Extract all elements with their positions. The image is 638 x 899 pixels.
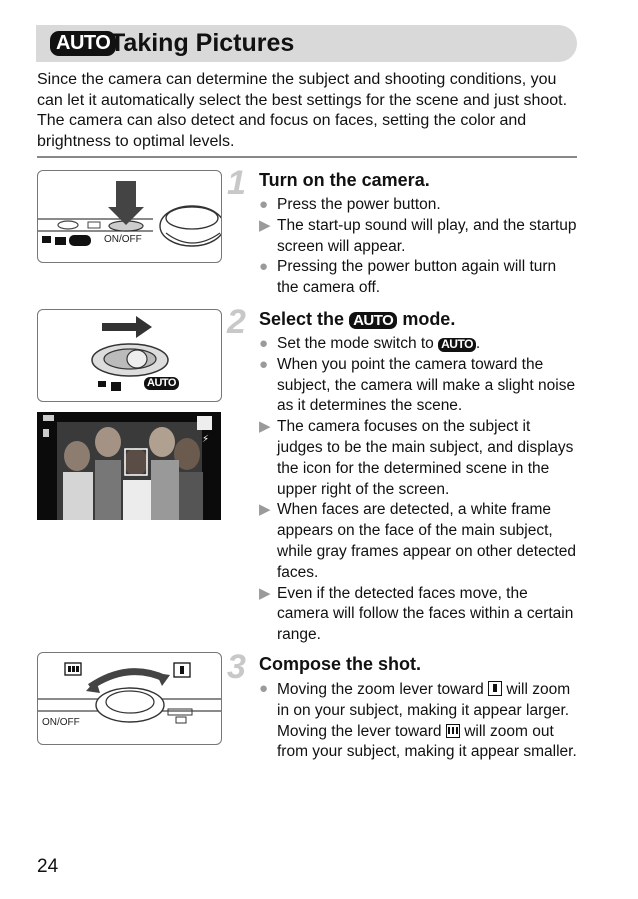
- camera-top-drawing: [38, 171, 221, 262]
- bullet-icon: ●: [259, 335, 269, 352]
- item-text: The camera focuses on the subject it judges to be the main subject, and displays the icon for the determined scene in the upper right of the screen.: [277, 418, 574, 498]
- step-1-list: [259, 195, 579, 299]
- divider: [37, 156, 577, 158]
- on-off-label: ON/OFF: [42, 717, 80, 728]
- item-text: Even if the detected faces move, the camera will follow the faces within a certain range.: [277, 584, 574, 644]
- bullet-icon: ●: [259, 355, 269, 373]
- step-2-list: [259, 334, 579, 646]
- list-item: [259, 679, 579, 763]
- item-text: will zoom in on your subject, making it appear larger. Moving the lever toward: [277, 681, 571, 740]
- step-3-list: [259, 679, 579, 763]
- list-item: [259, 584, 579, 646]
- power-button-illustration: [37, 170, 222, 263]
- step-number-2: 2: [227, 303, 246, 341]
- list-item: [259, 257, 579, 299]
- bullet-icon: ●: [259, 196, 269, 213]
- zoom-lever-drawing: [38, 653, 221, 744]
- list-item: [259, 334, 579, 355]
- on-off-label: ON/OFF: [104, 234, 142, 245]
- title-text: mode.: [402, 309, 456, 329]
- svg-text:⚡: ⚡: [202, 434, 210, 445]
- page-title: Taking Pictures: [110, 29, 295, 57]
- item-text: Press the power button.: [277, 196, 441, 213]
- lcd-scene-photo: [37, 412, 221, 520]
- auto-mode-badge: AUTO: [438, 338, 476, 352]
- mode-switch-drawing: [38, 310, 221, 401]
- step-number-1: 1: [227, 164, 246, 202]
- item-text: will zoom out from your subject, making it appear smaller.: [277, 722, 577, 761]
- bullet-icon: ▶: [259, 418, 271, 436]
- item-text: When you point the camera toward the subject, the camera will make a slight noise as it determines the scene.: [277, 355, 576, 415]
- list-item: [259, 355, 579, 417]
- auto-mode-badge: AUTO: [144, 377, 179, 390]
- section-header: [36, 25, 577, 62]
- list-item: [259, 417, 579, 500]
- item-text: .: [475, 335, 481, 352]
- auto-mode-badge: AUTO: [50, 31, 116, 56]
- bullet-icon: ▶: [259, 216, 271, 234]
- step-number-3: 3: [227, 648, 246, 686]
- zoom-telephoto-icon: [488, 681, 502, 696]
- bullet-icon: ●: [259, 680, 269, 697]
- list-item: [259, 500, 579, 583]
- item-text: Set the mode switch to: [277, 335, 434, 352]
- item-text: Pressing the power button again will turn the camera off.: [277, 258, 557, 297]
- mode-switch-illustration: [37, 309, 222, 402]
- item-text: The start-up sound will play, and the startup screen will appear.: [277, 216, 577, 255]
- item-text: When faces are detected, a white frame appears on the face of the main subject, while gray frames appear on other detected faces.: [277, 501, 576, 581]
- step-2-title: [259, 309, 455, 330]
- page-number: 24: [37, 856, 59, 877]
- zoom-wide-icon: [446, 724, 460, 738]
- list-item: [259, 195, 579, 216]
- auto-mode-badge: AUTO: [349, 312, 397, 329]
- item-text: Moving the zoom lever toward: [277, 681, 484, 698]
- title-text: Select the: [259, 309, 345, 329]
- bullet-icon: ▶: [259, 501, 271, 519]
- step-3-title: Compose the shot.: [259, 654, 422, 674]
- family-photo-image: [37, 412, 221, 520]
- bullet-icon: ▶: [259, 584, 271, 602]
- zoom-lever-illustration: [37, 652, 222, 745]
- list-item: [259, 216, 579, 258]
- step-1-title: Turn on the camera.: [259, 170, 430, 190]
- intro-paragraph: Since the camera can determine the subject and shooting conditions, you can let it automatically select the best settings for the scene and just shoot. The camera can also detect and focus on faces, setting the color and brightness to optimal levels.: [37, 71, 568, 150]
- bullet-icon: ●: [259, 258, 269, 276]
